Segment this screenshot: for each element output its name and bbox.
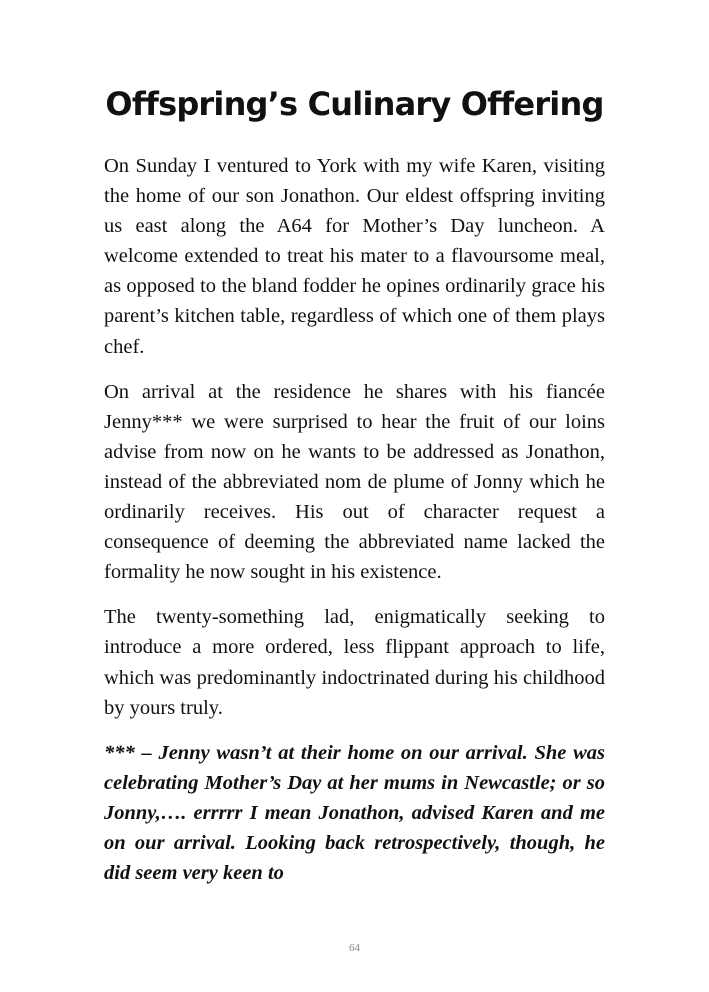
paragraph-1: On Sunday I ventured to York with my wife Karen, visiting the home of our son Jonathon. Our eldest offspring inviting us east along the A64 for Mother’s Day luncheon. A welcome extended to treat his mater to a flavoursome meal, as opposed to the bland fodder he opines ordinarily grace his parent’s kitchen table, regardless of which one of them plays chef. — [104, 155, 605, 358]
paragraph-2: On arrival at the residence he shares with his fiancée Jenny*** we were surprised to hear the fruit of our loins advise from now on he wants to be addressed as Jonathon, instead of the abbreviated nom de plume of Jonny which he ordinarily receives. His out of character request a consequence of deeming the abbreviated name lacked the formality he now sought in his existence. — [104, 380, 605, 584]
body-text — [104, 151, 605, 903]
paragraph-3: The twenty-something lad, enigmatically seeking to introduce a more ordered, less flippant approach to life, which was predominantly indoctrinated during his childhood by yours truly. — [104, 606, 605, 719]
footnote-paragraph: *** – Jenny wasn’t at their home on our arrival. She was celebrating Mother’s Day at her mums in Newcastle; or so Jonny,…. errrrr I mean Jonathon, advised Karen and me on our arrival. Looking back retrospectively, though, he did seem very keen to — [104, 741, 605, 885]
page-number: 64 — [349, 942, 360, 954]
page-title: Offspring’s Culinary Offering — [105, 85, 604, 123]
